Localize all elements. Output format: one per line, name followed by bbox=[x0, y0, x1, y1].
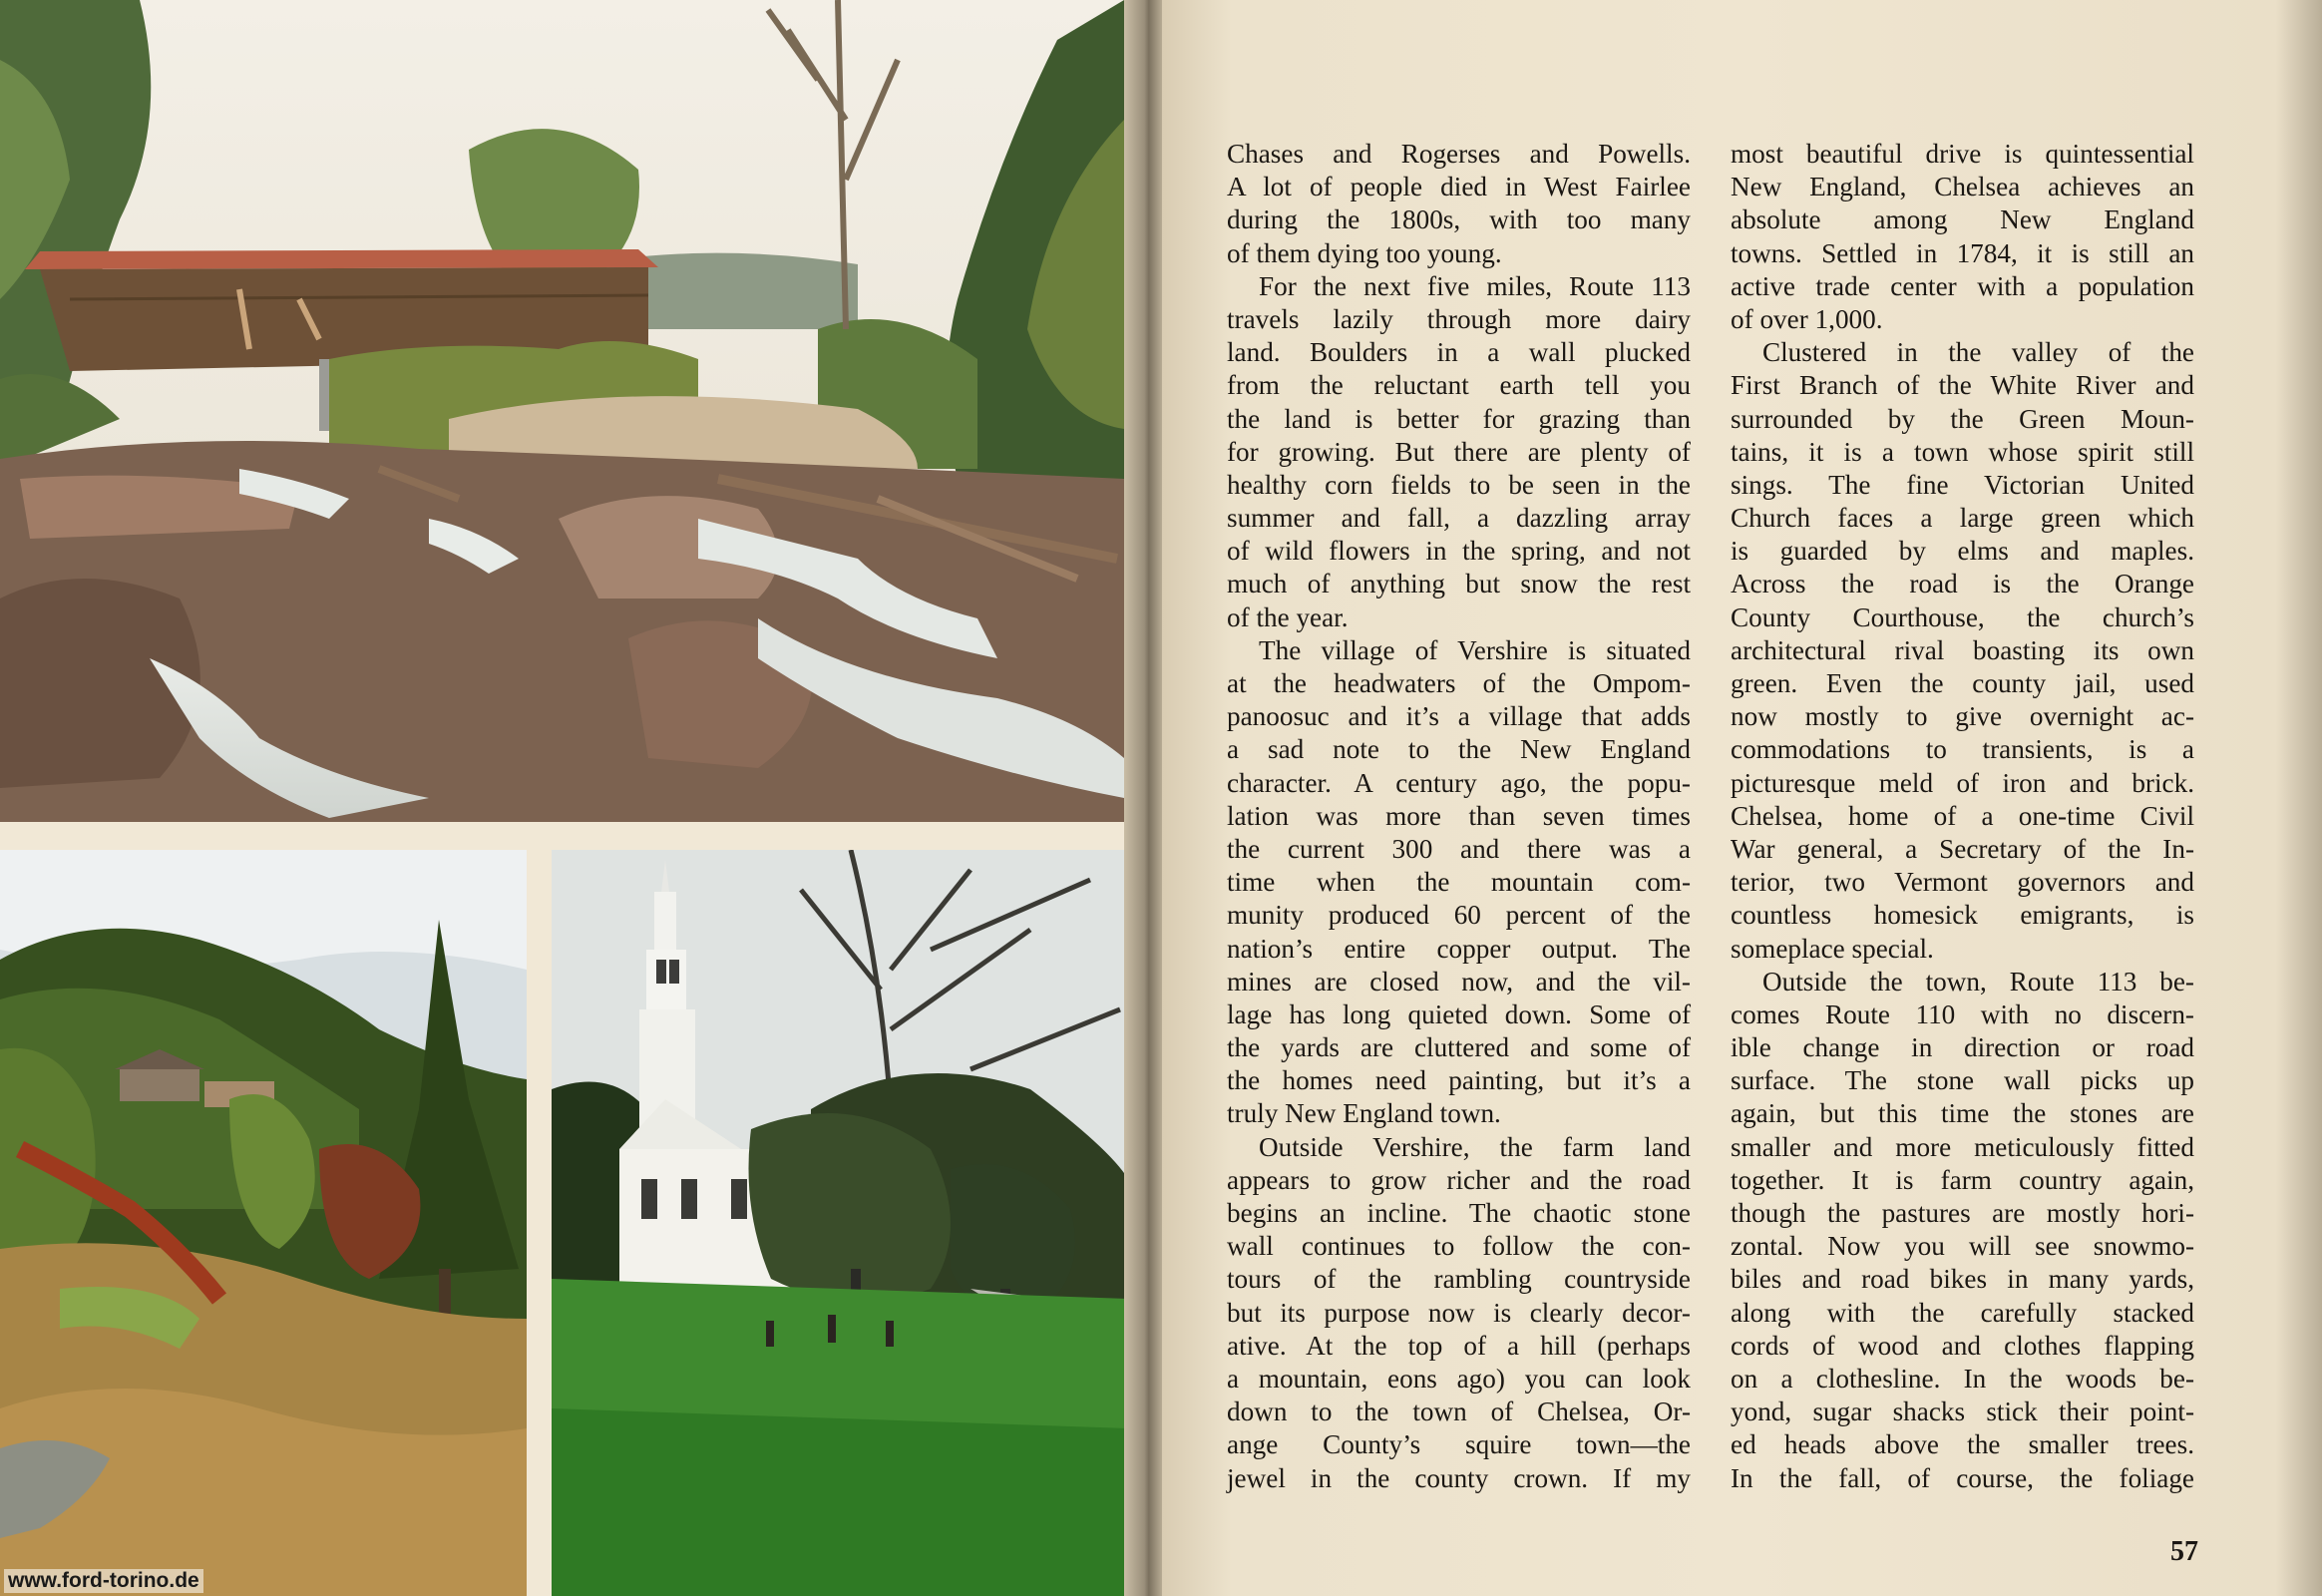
text-column-left bbox=[1227, 138, 1691, 1495]
text-line: surface. The stone wall picks up bbox=[1731, 1065, 2194, 1096]
text-line: a sad note to the New England bbox=[1227, 734, 1691, 765]
text-line: down to the town of Chelsea, Or- bbox=[1227, 1396, 1691, 1427]
website-watermark: www.ford-torino.de bbox=[4, 1569, 203, 1593]
hillside-farm-photo bbox=[0, 850, 527, 1596]
text-line: the homes need painting, but it’s a bbox=[1227, 1065, 1691, 1096]
text-line: yond, sugar shacks stick their point- bbox=[1731, 1396, 2194, 1427]
covered-bridge-image bbox=[0, 0, 1124, 822]
text-line: the current 300 and there was a bbox=[1227, 833, 1691, 864]
text-line: along with the carefully stacked bbox=[1731, 1297, 2194, 1328]
text-line: lage has long quieted down. Some of bbox=[1227, 998, 1691, 1029]
text-line: smaller and more meticulously fitted bbox=[1731, 1131, 2194, 1162]
text-line: character. A century ago, the popu- bbox=[1227, 767, 1691, 798]
hillside-farm-image bbox=[0, 850, 527, 1596]
text-line: most beautiful drive is quintessential bbox=[1731, 139, 2194, 169]
text-line: from the reluctant earth tell you bbox=[1227, 370, 1691, 401]
text-line: land. Boulders in a wall plucked bbox=[1227, 337, 1691, 368]
text-line: surrounded by the Green Moun- bbox=[1731, 403, 2194, 434]
text-line: wall continues to follow the con- bbox=[1227, 1231, 1691, 1262]
text-line: Church faces a large green which bbox=[1731, 503, 2194, 534]
text-line: at the headwaters of the Ompom- bbox=[1227, 668, 1691, 698]
text-line: New England, Chelsea achieves an bbox=[1731, 172, 2194, 202]
text-line: green. Even the county jail, used bbox=[1731, 668, 2194, 698]
text-line: First Branch of the White River and bbox=[1731, 370, 2194, 401]
text-page bbox=[1162, 0, 2322, 1596]
text-line: active trade center with a population bbox=[1731, 270, 2194, 301]
covered-bridge-photo bbox=[0, 0, 1124, 822]
church-on-green-image bbox=[552, 850, 1128, 1596]
text-line: jewel in the county crown. If my bbox=[1227, 1462, 1691, 1493]
church-on-green-photo bbox=[552, 850, 1128, 1596]
text-line: Chases and Rogerses and Powells. bbox=[1227, 139, 1691, 169]
text-line: terior, two Vermont governors and bbox=[1731, 867, 2194, 898]
text-line: begins an incline. The chaotic stone bbox=[1227, 1198, 1691, 1228]
text-line: commodations to transients, is a bbox=[1731, 734, 2194, 765]
text-line: a mountain, eons ago) you can look bbox=[1227, 1363, 1691, 1394]
page-number: 57 bbox=[2170, 1536, 2198, 1567]
text-line: healthy corn fields to be seen in the bbox=[1227, 469, 1691, 500]
text-line: County Courthouse, the church’s bbox=[1731, 601, 2194, 632]
text-line: of them dying too young. bbox=[1227, 237, 1502, 268]
text-line: ative. At the top of a hill (perhaps bbox=[1227, 1330, 1691, 1361]
text-line: now mostly to give overnight ac- bbox=[1731, 701, 2194, 732]
text-line: ible change in direction or road bbox=[1731, 1032, 2194, 1063]
text-line: travels lazily through more dairy bbox=[1227, 303, 1691, 334]
text-line: much of anything but snow the rest bbox=[1227, 569, 1691, 599]
text-line: architectural rival boasting its own bbox=[1731, 634, 2194, 665]
text-line: of over 1,000. bbox=[1731, 303, 1883, 334]
text-line: biles and road bikes in many yards, bbox=[1731, 1264, 2194, 1295]
text-line: for growing. But there are plenty of bbox=[1227, 436, 1691, 467]
text-line: on a clothesline. In the woods be- bbox=[1731, 1363, 2194, 1394]
text-line: Outside the town, Route 113 be- bbox=[1762, 966, 2194, 997]
text-line: during the 1800s, with too many bbox=[1227, 204, 1691, 235]
text-line: the land is better for grazing than bbox=[1227, 403, 1691, 434]
text-line: Chelsea, home of a one-time Civil bbox=[1731, 800, 2194, 831]
text-line: the yards are cluttered and some of bbox=[1227, 1032, 1691, 1063]
text-line: again, but this time the stones are bbox=[1731, 1098, 2194, 1129]
text-line: of the year. bbox=[1227, 601, 1349, 632]
text-line: Clustered in the valley of the bbox=[1762, 337, 2194, 368]
text-line: lation was more than seven times bbox=[1227, 800, 1691, 831]
text-line: absolute among New England bbox=[1731, 204, 2194, 235]
text-column-right bbox=[1731, 138, 2194, 1495]
text-line: zontal. Now you will see snowmo- bbox=[1731, 1231, 2194, 1262]
text-line: though the pastures are mostly hori- bbox=[1731, 1198, 2194, 1228]
text-line: A lot of people died in West Fairlee bbox=[1227, 172, 1691, 202]
text-line: together. It is farm country again, bbox=[1731, 1164, 2194, 1195]
text-line: time when the mountain com- bbox=[1227, 867, 1691, 898]
text-line: is guarded by elms and maples. bbox=[1731, 536, 2194, 567]
text-line: comes Route 110 with no discern- bbox=[1731, 998, 2194, 1029]
text-line: For the next five miles, Route 113 bbox=[1259, 270, 1691, 301]
text-line: nation’s entire copper output. The bbox=[1227, 933, 1691, 964]
text-line: War general, a Secretary of the In- bbox=[1731, 833, 2194, 864]
text-line: countless homesick emigrants, is bbox=[1731, 900, 2194, 931]
text-line: truly New England town. bbox=[1227, 1098, 1501, 1129]
text-line: cords of wood and clothes flapping bbox=[1731, 1330, 2194, 1361]
text-line: someplace special. bbox=[1731, 933, 1934, 964]
text-line: sings. The fine Victorian United bbox=[1731, 469, 2194, 500]
text-line: tours of the rambling countryside bbox=[1227, 1264, 1691, 1295]
text-line: panoosuc and it’s a village that adds bbox=[1227, 701, 1691, 732]
text-line: ange County’s squire town—the bbox=[1227, 1429, 1691, 1460]
text-line: mines are closed now, and the vil- bbox=[1227, 966, 1691, 997]
text-line: Outside Vershire, the farm land bbox=[1259, 1131, 1691, 1162]
text-line: of wild flowers in the spring, and not bbox=[1227, 536, 1691, 567]
text-line: towns. Settled in 1784, it is still an bbox=[1731, 237, 2194, 268]
text-line: Across the road is the Orange bbox=[1731, 569, 2194, 599]
text-line: munity produced 60 percent of the bbox=[1227, 900, 1691, 931]
text-line: appears to grow richer and the road bbox=[1227, 1164, 1691, 1195]
text-line: ed heads above the smaller trees. bbox=[1731, 1429, 2194, 1460]
text-line: tains, it is a town whose spirit still bbox=[1731, 436, 2194, 467]
text-line: In the fall, of course, the foliage bbox=[1731, 1462, 2194, 1493]
photo-page bbox=[0, 0, 1137, 1596]
text-line: picturesque meld of iron and brick. bbox=[1731, 767, 2194, 798]
text-line: summer and fall, a dazzling array bbox=[1227, 503, 1691, 534]
text-line: but its purpose now is clearly decor- bbox=[1227, 1297, 1691, 1328]
text-line: The village of Vershire is situated bbox=[1259, 634, 1691, 665]
